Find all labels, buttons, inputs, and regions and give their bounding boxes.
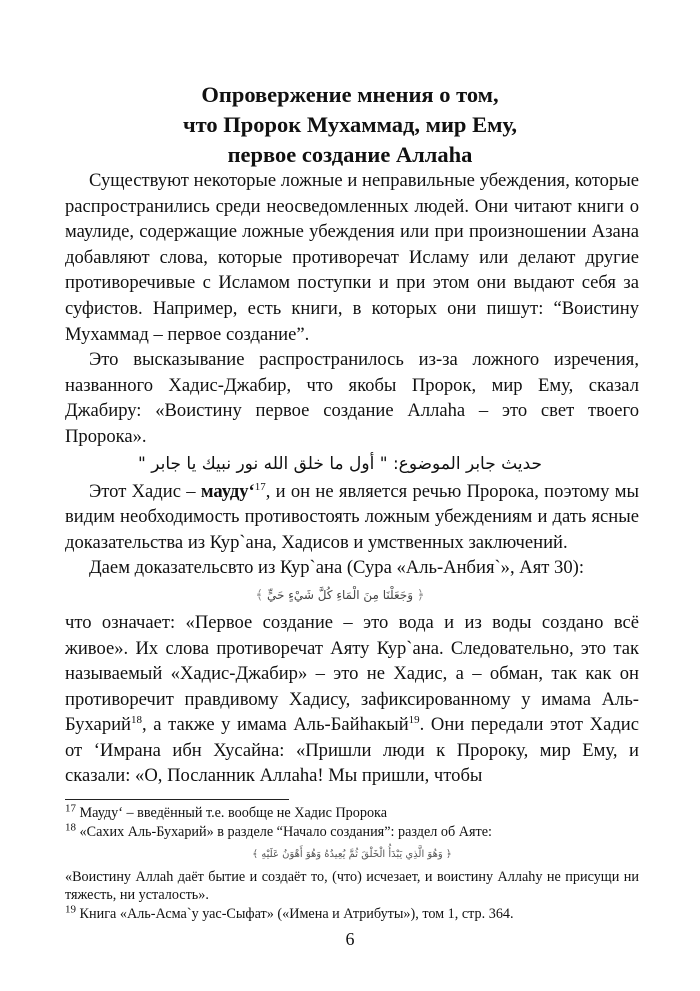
footnote-ref-18: 18 xyxy=(131,714,143,727)
paragraph-5-part-b: , а также у имама Аль-Байhакый xyxy=(142,714,409,736)
paragraph-3-start: Этот Хадис – xyxy=(89,480,201,502)
paragraph-2: Это высказывание распространилось из-за ложного изречения, названного Хадис-Джабир, что якобы Пророк, мир Ему, сказал Джабиру: «Воистину первое создание Аллаhа – это свет твоего Пророка». xyxy=(65,349,639,447)
paragraph-5-part-c: . Они передали этот Хадис от ‘Имрана ибн Хусайна: «Пришли люди к Пророку, мир Ему, и сказали: «О, Посланник Аллаhа! Мы пришли, чтобы xyxy=(65,714,639,787)
footnote-19-number: 19 xyxy=(65,903,76,916)
footnote-ref-19: 19 xyxy=(408,714,420,727)
ayah-text: وَجَعَلْنَا مِنَ الْمَاءِ كُلَّ شَيْءٍ حَيٍّ xyxy=(266,587,414,602)
paragraph-3-bold-term: мауду‘ xyxy=(200,480,255,502)
paragraph-5-part-a: что означает: «Первое создание – это вода и из воды создано всё живое». Их слова противоречат Аяту Кур`ана. Следовательно, это так называемый «Хадис-Джабир» – это не Хадис, а – обман, так как он противоречит правдивому Хадису, зафиксированному у имама Аль-Бухарий xyxy=(65,611,639,736)
footnote-18 xyxy=(65,823,639,842)
footnote-17 xyxy=(65,804,639,823)
footnote-18-number: 18 xyxy=(65,821,76,834)
arabic-hadith-quote: حديث جابر الموضوع: " أول ما خلق الله نور نبيك يا جابر " xyxy=(137,453,543,474)
footnote-17-text: Мауду‘ – введённый т.е. вообще не Хадис Пророка xyxy=(76,805,388,821)
page-number: 6 xyxy=(345,929,355,949)
paragraph-4: Даем доказательсвто из Кур`ана (Сура «Аль-Анбия`», Аят 30): xyxy=(89,557,584,579)
footnote-18-translation: «Воистину Аллаh даёт бытие и создаёт то, (что) исчезает, и воистину Аллаhу не присущи ни тяжесть, ни усталость». xyxy=(65,868,639,904)
ayah-bracket-open-icon: ﴿ xyxy=(416,587,425,603)
footnotes xyxy=(65,804,639,924)
ayah-bracket-close-icon: ﴾ xyxy=(255,587,264,603)
footnote-17-number: 17 xyxy=(65,802,76,815)
main-text xyxy=(65,168,639,789)
title-line-2: что Пророк Мухаммад, мир Ему, xyxy=(182,112,518,137)
chapter-title xyxy=(60,80,640,170)
title-line-1: Опровержение мнения о том, xyxy=(201,82,499,107)
footnote-19 xyxy=(65,905,639,924)
footnote-18-text: «Сахих Аль-Бухарий» в разделе “Начало создания”: раздел об Аяте: xyxy=(76,823,492,840)
footnote-19-text: Книга «Аль-Асма`у уас-Сыфат» («Имена и Атрибуты»), том 1, стр. 364. xyxy=(76,906,514,923)
paragraph-3-rest: , и он не является речью Пророка, поэтому мы видим необходимость противостоять ложным убеждениям и дать ясные доказательства из Кур`ана, Хадисов и умственных заключений. xyxy=(65,480,640,553)
paragraph-3 xyxy=(65,479,639,556)
quran-ayah xyxy=(65,581,639,610)
footnote-18-ayah: ﴿ وَهُوَ الَّذِي يَبْدَأُ الْخَلْقَ ثُمَّ يُعِيدُهُ وَهُوَ أَهْوَنُ عَلَيْهِ ﴾ xyxy=(252,848,452,860)
footnote-ref-17: 17 xyxy=(254,480,266,493)
footnote-divider xyxy=(65,799,289,800)
paragraph-5 xyxy=(65,610,639,789)
paragraph-1: Существуют некоторые ложные и неправильные убеждения, которые распространились среди неосведомленных людей. Они читают книги о маулиде, содержащие ложные убеждения или при произношении Азана добавляют слова, которые противоречат Исламу или делают другие противоречивые с Исламом поступки и при этом они выдают себя за суфистов. Например, есть книги, в которых они пишут: “Воистину Мухаммад – первое создание”. xyxy=(65,170,639,345)
title-line-3: первое создание Аллаhа xyxy=(227,142,473,167)
